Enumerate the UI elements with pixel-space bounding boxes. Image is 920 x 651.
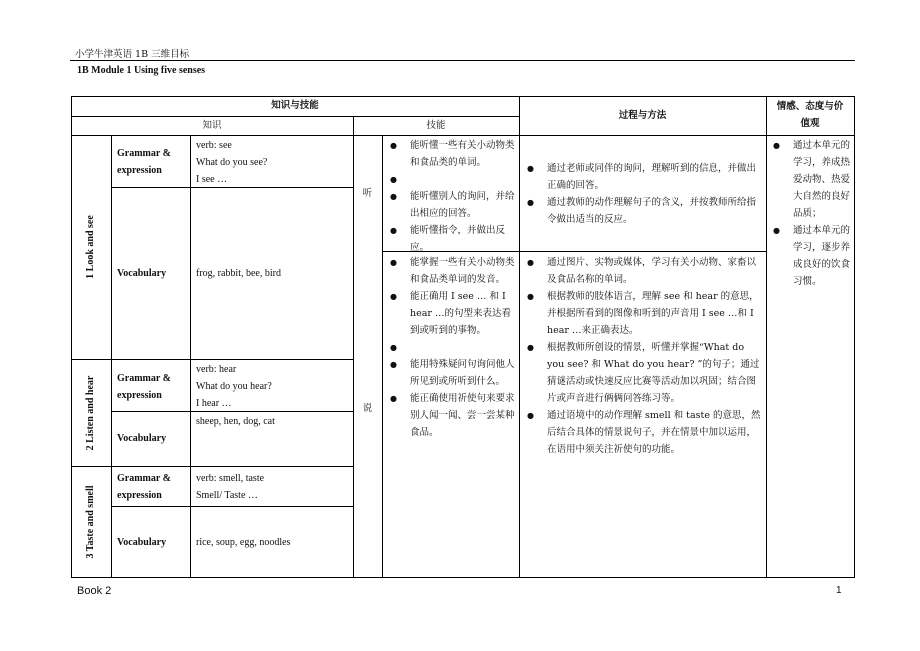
skill-speak-item: ● 能掌握一些有关小动物类和食品类单词的发音。 bbox=[390, 254, 517, 288]
unit-3-grammar-label: Grammar & expression bbox=[117, 473, 171, 501]
unit-1-vocab-label: Vocabulary bbox=[117, 268, 167, 279]
unit-1-grammar: verb: see What do you see? I see … bbox=[196, 140, 268, 185]
header-knowledge: 知识 bbox=[202, 120, 222, 131]
header-rule bbox=[70, 60, 855, 61]
unit-2-grammar: verb: hear What do you hear? I hear … bbox=[196, 364, 272, 409]
skill-speak-label: 说 bbox=[362, 403, 373, 414]
skill-speak-item: ● 能正确使用祈使句来要求别人闻一闻、尝一尝某种食品。 bbox=[390, 390, 517, 441]
header-skills: 技能 bbox=[426, 120, 446, 131]
skill-speak-item: ● 能用特殊疑问句询问他人所见到或所听到什么。 bbox=[390, 356, 517, 390]
process-speak-item: ● 根据教师的肢体语言，理解 see 和 hear 的意思，并根据所看到的图像和听到的声音用 I see …和 I hear …来正确表达。 bbox=[527, 288, 763, 339]
header-knowledge-skills: 知识与技能 bbox=[271, 100, 319, 111]
process-speak-list bbox=[527, 254, 763, 458]
process-speak-item: ● 根据教师所创设的情景，听懂并掌握“What do you see? 和 What do you hear? ”的句子；通过猜谜活动或快速反应比赛等活动加以巩固；结合图片或声音进行俩俩问答练习等。 bbox=[527, 339, 763, 407]
process-listen-item: ● 通过教师的动作理解句子的含义，并按教师所给指令做出适当的反应。 bbox=[527, 194, 763, 228]
unit-3-vocab-label: Vocabulary bbox=[117, 537, 167, 548]
header-process-methods: 过程与方法 bbox=[618, 110, 667, 121]
values-item: ● 通过本单元的学习，逐步养成良好的饮食习惯。 bbox=[773, 222, 850, 290]
module-title: 1B Module 1 Using five senses bbox=[77, 65, 206, 76]
unit-1-vocab: frog, rabbit, bee, bird bbox=[196, 268, 281, 279]
unit-3-vocab: rice, soup, egg, noodles bbox=[196, 537, 291, 548]
process-listen-item: ● 通过老师或同伴的询问，理解听到的信息，并做出正确的回答。 bbox=[527, 160, 763, 194]
skill-listen-label: 听 bbox=[362, 188, 373, 199]
unit-2-vocab-label: Vocabulary bbox=[117, 433, 167, 444]
page-number: 1 bbox=[836, 585, 842, 596]
process-speak-item: ● 通过图片、实物或媒体，学习有关小动物、家畜以及食品名称的单词。 bbox=[527, 254, 763, 288]
process-listen-list bbox=[527, 160, 763, 228]
unit-2-title: 2 Listen and hear bbox=[85, 375, 96, 451]
unit-3-title: 3 Taste and smell bbox=[85, 485, 96, 559]
header-attitude-values: 情感、态度与价值观 bbox=[776, 101, 844, 129]
footer-book: Book 2 bbox=[77, 585, 112, 597]
skill-listen-item: ● 能听懂一些有关小动物类和食品类的单词。 bbox=[390, 137, 517, 171]
unit-1-grammar-label: Grammar & expression bbox=[117, 148, 171, 176]
skill-speak-item: ● 能正确用 I see … 和 I hear …的句型来表达看到或听到的事物。 bbox=[390, 288, 517, 339]
skill-listen-item: ● 能听懂指令，并做出反应。 bbox=[390, 222, 517, 256]
values-item: ● 通过本单元的学习，养成热爱动物、热爱大自然的良好品质； bbox=[773, 137, 850, 222]
unit-2-vocab: sheep, hen, dog, cat bbox=[196, 416, 275, 427]
skill-speak-list bbox=[390, 254, 517, 441]
unit-1-title: 1 Look and see bbox=[85, 215, 96, 279]
skill-listen-item: ● 能听懂别人的询问，并给出相应的回答。 bbox=[390, 188, 517, 222]
document-title: 小学牛津英语 1B 三维目标 bbox=[75, 49, 190, 60]
values-list bbox=[773, 137, 850, 290]
unit-2-grammar-label: Grammar & expression bbox=[117, 373, 171, 401]
skill-listen-list bbox=[390, 137, 517, 256]
process-speak-item: ● 通过语境中的动作理解 smell 和 taste 的意思，然后结合具体的情景说句子，并在情景中加以运用，在语用中须关注祈使句的功能。 bbox=[527, 407, 763, 458]
unit-3-grammar: verb: smell, taste Smell/ Taste … bbox=[196, 473, 265, 501]
